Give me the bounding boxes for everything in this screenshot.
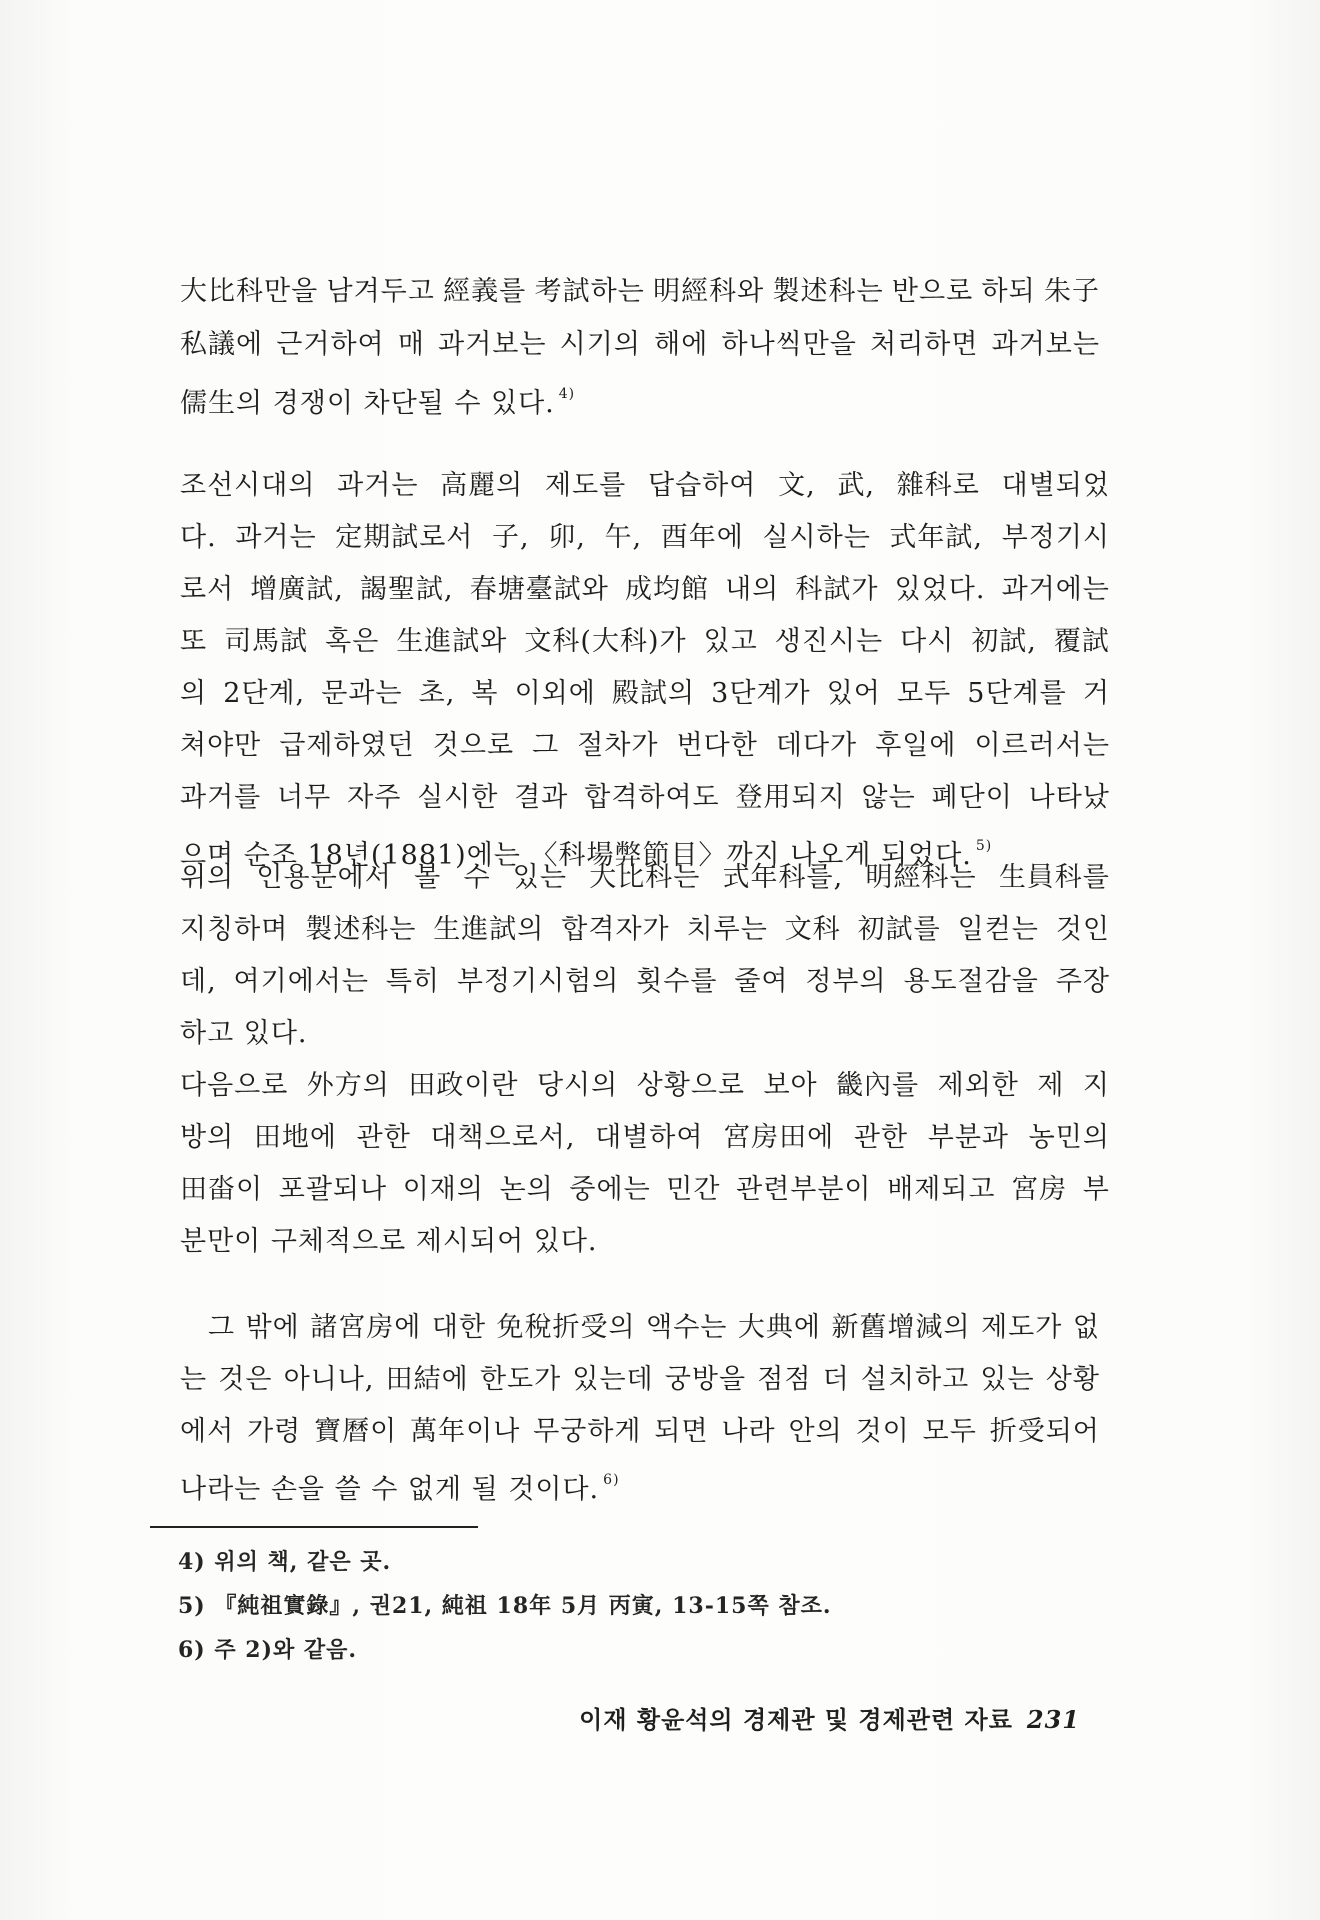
p3-line-4: 분만이 구체적으로 제시되어 있다. [180, 1226, 598, 1257]
footnote-divider [150, 1526, 478, 1528]
p2-line-4: 하고 있다. [180, 1018, 308, 1049]
p2-line-2: 지칭하며 製述科는 生進試의 합격자가 치루는 文科 初試를 일컫는 것인 [180, 914, 1110, 945]
footnote-ref-6: 6) [603, 1472, 620, 1488]
footnote-ref-5: 5) [975, 838, 993, 854]
quote2-line-4 [180, 1464, 1100, 1504]
p1-line-8-text: 으며 순조 18년(1881)에는 〈科場弊節目〉까지 나오게 되었다. [180, 840, 972, 871]
quote1-line-3 [180, 378, 1100, 418]
quote2-line-2: 는 것은 아니나, 田結에 한도가 있는데 궁방을 점점 더 설치하고 있는 상황 [180, 1364, 1100, 1395]
quote1-line-1: 大比科만을 남겨두고 經義를 考試하는 明經科와 製述科는 반으로 하되 朱子 [180, 276, 1100, 307]
quote2-line-1: 그 밖에 諸宮房에 대한 免稅折受의 액수는 大典에 新舊增減의 제도가 없 [208, 1312, 1100, 1343]
p3-line-2: 방의 田地에 관한 대책으로서, 대별하여 宮房田에 관한 부분과 농민의 [180, 1122, 1110, 1153]
p1-line-1: 조선시대의 과거는 高麗의 제도를 답습하여 文, 武, 雜科로 대별되었 [180, 470, 1110, 501]
footnote-5: 5) 『純祖實錄』, 권21, 純祖 18年 5月 丙寅, 13-15쪽 참조. [178, 1593, 832, 1619]
p2-line-1: 위의 인용문에서 볼 수 있는 大比科는 式年科를, 明經科는 生員科를 [180, 862, 1110, 893]
p1-line-4: 또 司馬試 혹은 生進試와 文科(大科)가 있고 생진시는 다시 初試, 覆試 [180, 626, 1110, 657]
p1-line-6: 쳐야만 급제하였던 것으로 그 절차가 번다한 데다가 후일에 이르러서는 [180, 730, 1110, 761]
p3-line-1: 다음으로 外方의 田政이란 당시의 상황으로 보아 畿內를 제외한 제 지 [180, 1070, 1110, 1101]
p1-line-2: 다. 과거는 定期試로서 子, 卯, 午, 酉年에 실시하는 式年試, 부정기시 [180, 522, 1110, 553]
p2-line-3: 데, 여기에서는 특히 부정기시험의 횟수를 줄여 정부의 용도절감을 주장 [180, 966, 1110, 997]
footnote-6: 6) 주 2)와 같음. [178, 1637, 358, 1663]
footnote-4: 4) 위의 책, 같은 곳. [178, 1549, 392, 1575]
quote2-line-3: 에서 가령 寶曆이 萬年이나 무궁하게 되면 나라 안의 것이 모두 折受되어 [180, 1416, 1100, 1447]
p1-line-7: 과거를 너무 자주 실시한 결과 합격하여도 登用되지 않는 폐단이 나타났 [180, 782, 1110, 813]
running-footer-title: 이재 황윤석의 경제관 및 경제관련 자료 [579, 1705, 1013, 1734]
running-footer [560, 1700, 1080, 1735]
quote1-line-2: 私議에 근거하여 매 과거보는 시기의 해에 하나씩만을 처리하면 과거보는 [180, 329, 1100, 360]
p1-line-5: 의 2단계, 문과는 초, 복 이외에 殿試의 3단계가 있어 모두 5단계를 거 [180, 678, 1110, 709]
page-number: 231 [1026, 1705, 1080, 1734]
quote2-line-4-text: 나라는 손을 쓸 수 없게 될 것이다. [180, 1474, 600, 1505]
quote1-line-3-text: 儒生의 경쟁이 차단될 수 있다. [180, 388, 555, 419]
p3-line-3: 田畓이 포괄되나 이재의 논의 중에는 민간 관련부분이 배제되고 宮房 부 [180, 1174, 1110, 1205]
p1-line-3: 로서 增廣試, 謁聖試, 春塘臺試와 成均館 내의 科試가 있었다. 과거에는 [180, 574, 1110, 605]
footnote-ref-4: 4) [558, 386, 576, 402]
